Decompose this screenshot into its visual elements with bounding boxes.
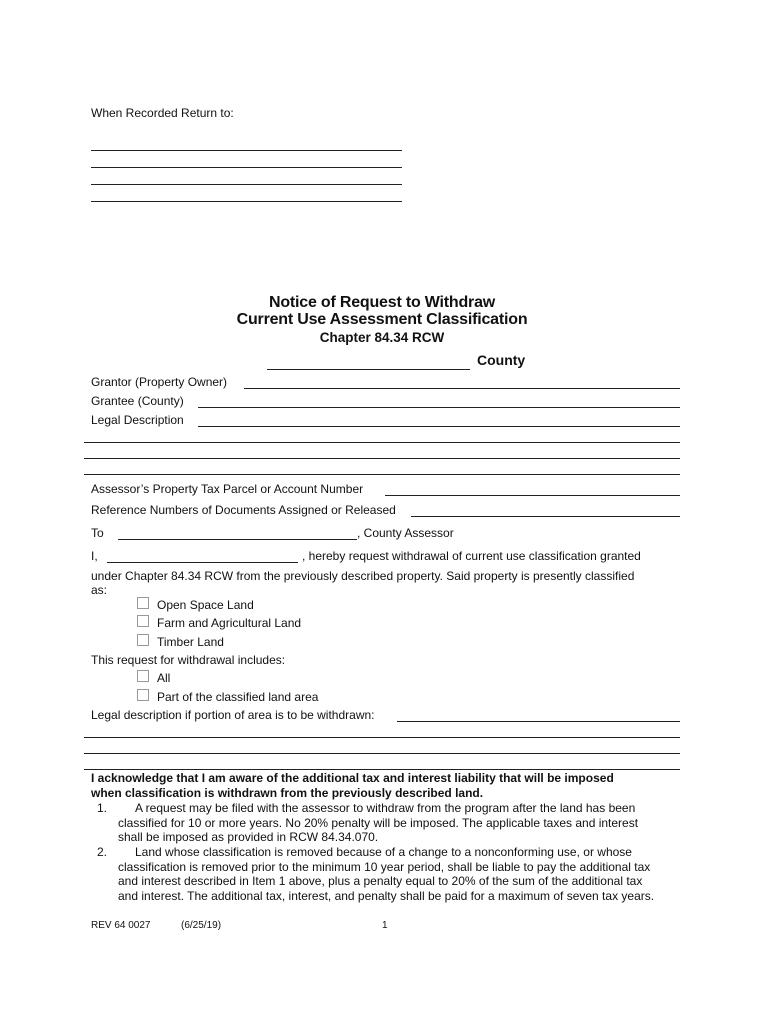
- item-1-line-2: classified for 10 or more years. No 20% penalty will be imposed. The applicable taxes and interest: [118, 816, 639, 830]
- request-text: , hereby request withdrawal of current use classification granted: [302, 549, 641, 563]
- open-space-land-label: Open Space Land: [157, 598, 254, 612]
- legal-description-field-1[interactable]: [198, 426, 680, 427]
- acknowledge-heading-line-1: I acknowledge that I am aware of the additional tax and interest liability that will be imposed: [91, 771, 614, 785]
- county-label: County: [477, 352, 526, 368]
- return-address-line-2[interactable]: [91, 167, 402, 168]
- to-label: To: [91, 526, 104, 540]
- return-address-line-3[interactable]: [91, 184, 402, 185]
- portion-legal-description-field-3[interactable]: [84, 753, 680, 754]
- i-label: I,: [91, 549, 98, 563]
- portion-legal-description-label: Legal description if portion of area is to be withdrawn:: [91, 708, 375, 722]
- farm-agricultural-land-label: Farm and Agricultural Land: [157, 616, 302, 630]
- withdrawal-includes-label: This request for withdrawal includes:: [91, 653, 286, 667]
- reference-numbers-field[interactable]: [411, 516, 680, 517]
- grantor-field[interactable]: [244, 388, 680, 389]
- legal-description-field-3[interactable]: [84, 458, 680, 459]
- document-title-line-2: Current Use Assessment Classification: [236, 311, 528, 328]
- item-2-number: 2.: [97, 845, 108, 859]
- all-checkbox[interactable]: [137, 670, 149, 682]
- item-1-line-1: A request may be filed with the assessor to withdraw from the program after the land has been: [135, 801, 636, 815]
- parcel-number-field[interactable]: [385, 495, 680, 496]
- part-of-area-label: Part of the classified land area: [157, 690, 319, 704]
- acknowledge-heading-line-2: when classification is withdrawn from the previously described land.: [91, 786, 484, 800]
- open-space-land-checkbox[interactable]: [137, 597, 149, 609]
- legal-description-field-2[interactable]: [84, 442, 680, 443]
- return-address-line-4[interactable]: [91, 201, 402, 202]
- grantee-label: Grantee (County): [91, 394, 184, 408]
- county-name-field[interactable]: [267, 369, 470, 370]
- item-2-line-3: and interest described in Item 1 above, plus a penalty equal to 20% of the sum of the additional tax: [118, 874, 643, 888]
- county-assessor-label: , County Assessor: [357, 526, 454, 540]
- page-number: 1: [382, 920, 388, 931]
- under-chapter-text: under Chapter 84.34 RCW from the previously described property. Said property is presently classified: [91, 569, 635, 583]
- document-title-line-3: Chapter 84.34 RCW: [319, 330, 445, 345]
- timber-land-label: Timber Land: [157, 635, 224, 649]
- farm-agricultural-land-checkbox[interactable]: [137, 615, 149, 627]
- legal-description-field-4[interactable]: [84, 474, 680, 475]
- item-1-line-3: shall be imposed as provided in RCW 84.34.070.: [118, 830, 379, 844]
- item-2-line-4: and interest. The additional tax, interest, and penalty shall be paid for a maximum of seven tax years.: [118, 889, 655, 903]
- owner-name-field[interactable]: [107, 562, 298, 563]
- item-2-line-1: Land whose classification is removed because of a change to a nonconforming use, or whose: [135, 845, 632, 859]
- return-address-line-1[interactable]: [91, 150, 402, 151]
- reference-numbers-label: Reference Numbers of Documents Assigned or Released: [91, 503, 396, 517]
- document-title-line-1: Notice of Request to Withdraw: [268, 294, 496, 311]
- portion-legal-description-field-2[interactable]: [84, 737, 680, 738]
- county-assessor-field[interactable]: [118, 539, 357, 540]
- grantor-label: Grantor (Property Owner): [91, 375, 228, 389]
- part-of-area-checkbox[interactable]: [137, 689, 149, 701]
- parcel-number-label: Assessor’s Property Tax Parcel or Account Number: [91, 482, 364, 496]
- item-1-number: 1.: [97, 801, 108, 815]
- form-number: REV 64 0027: [91, 920, 151, 931]
- all-label: All: [157, 671, 171, 685]
- portion-legal-description-field-1[interactable]: [397, 721, 680, 722]
- item-2-line-2: classification is removed prior to the minimum 10 year period, shall be liable to pay the additional tax: [118, 860, 651, 874]
- portion-legal-description-field-4[interactable]: [84, 769, 680, 770]
- grantee-field[interactable]: [198, 407, 680, 408]
- form-date: (6/25/19): [181, 920, 222, 931]
- timber-land-checkbox[interactable]: [137, 634, 149, 646]
- legal-description-label: Legal Description: [91, 413, 184, 427]
- return-to-label: When Recorded Return to:: [91, 106, 234, 120]
- under-chapter-text-cont: as:: [91, 583, 108, 597]
